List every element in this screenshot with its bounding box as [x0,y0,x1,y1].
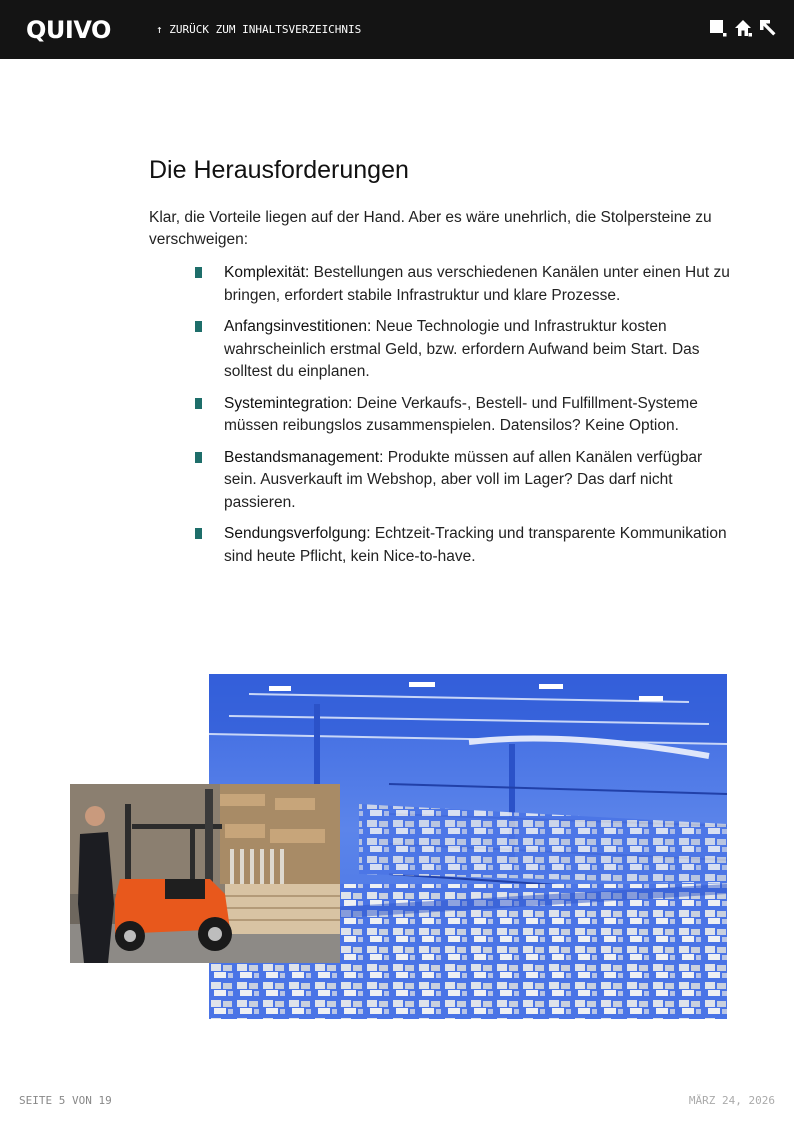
item-text: Bestellungen aus verschiedenen Kanälen unter einen Hut zu bringen, erfordert stabile Infrastruktur und klare Prozesse. [224,264,730,304]
list-item [195,316,730,384]
item-term: Bestandsmanagement: [224,448,384,466]
forklift-photo [70,784,340,963]
item-text: Deine Verkaufs-, Bestell- und Fulfillment-Systeme müssen reibungslos zusammenspielen. Datensilos? Keine Option. [224,394,698,434]
home-icon[interactable] [734,19,752,37]
top-bar [0,0,794,59]
list-item [195,262,730,307]
item-term: Systemintegration: [224,394,353,412]
bullet-marker [195,452,202,463]
item-text: Echtzeit-Tracking und transparente Kommunikation sind heute Pflicht, kein Nice-to-have. [224,525,727,565]
bullet-marker [195,321,202,332]
item-term: Sendungsverfolgung: [224,525,371,542]
bullet-marker [195,398,202,409]
item-text: Produkte müssen auf allen Kanälen verfügbar sein. Ausverkauft im Webshop, aber voll im Lager? Das darf nicht passieren. [224,448,703,511]
bullet-marker [195,528,202,539]
item-term: Komplexität: [224,264,310,281]
bullet-marker [195,267,202,278]
page-number: SEITE 5 VON 19 [19,1094,112,1107]
square-dot-icon[interactable] [709,19,727,37]
nav-icon-group [709,19,777,39]
document-date: MÄRZ 24, 2026 [688,1094,775,1107]
item-text: Neue Technologie und Infrastruktur kosten wahrscheinlich erstmal Geld, bzw. erfordern Aufwand beim Start. Das solltest du einplanen. [224,318,700,380]
list-item [195,523,730,568]
page-title: Die Herausforderungen [149,156,409,184]
brand-logo[interactable]: QUIVO [26,16,111,44]
intro-paragraph: Klar, die Vorteile liegen auf der Hand. Aber es wäre unehrlich, die Stolpersteine zu verschweigen: [149,209,712,248]
list-item [195,393,730,438]
challenge-list [195,262,730,577]
back-to-toc-link[interactable]: ↑ ZURÜCK ZUM INHALTSVERZEICHNIS [156,23,362,36]
arrow-up-left-icon[interactable] [759,19,777,37]
list-item [195,447,730,515]
item-term: Anfangsinvestitionen: [224,318,372,335]
